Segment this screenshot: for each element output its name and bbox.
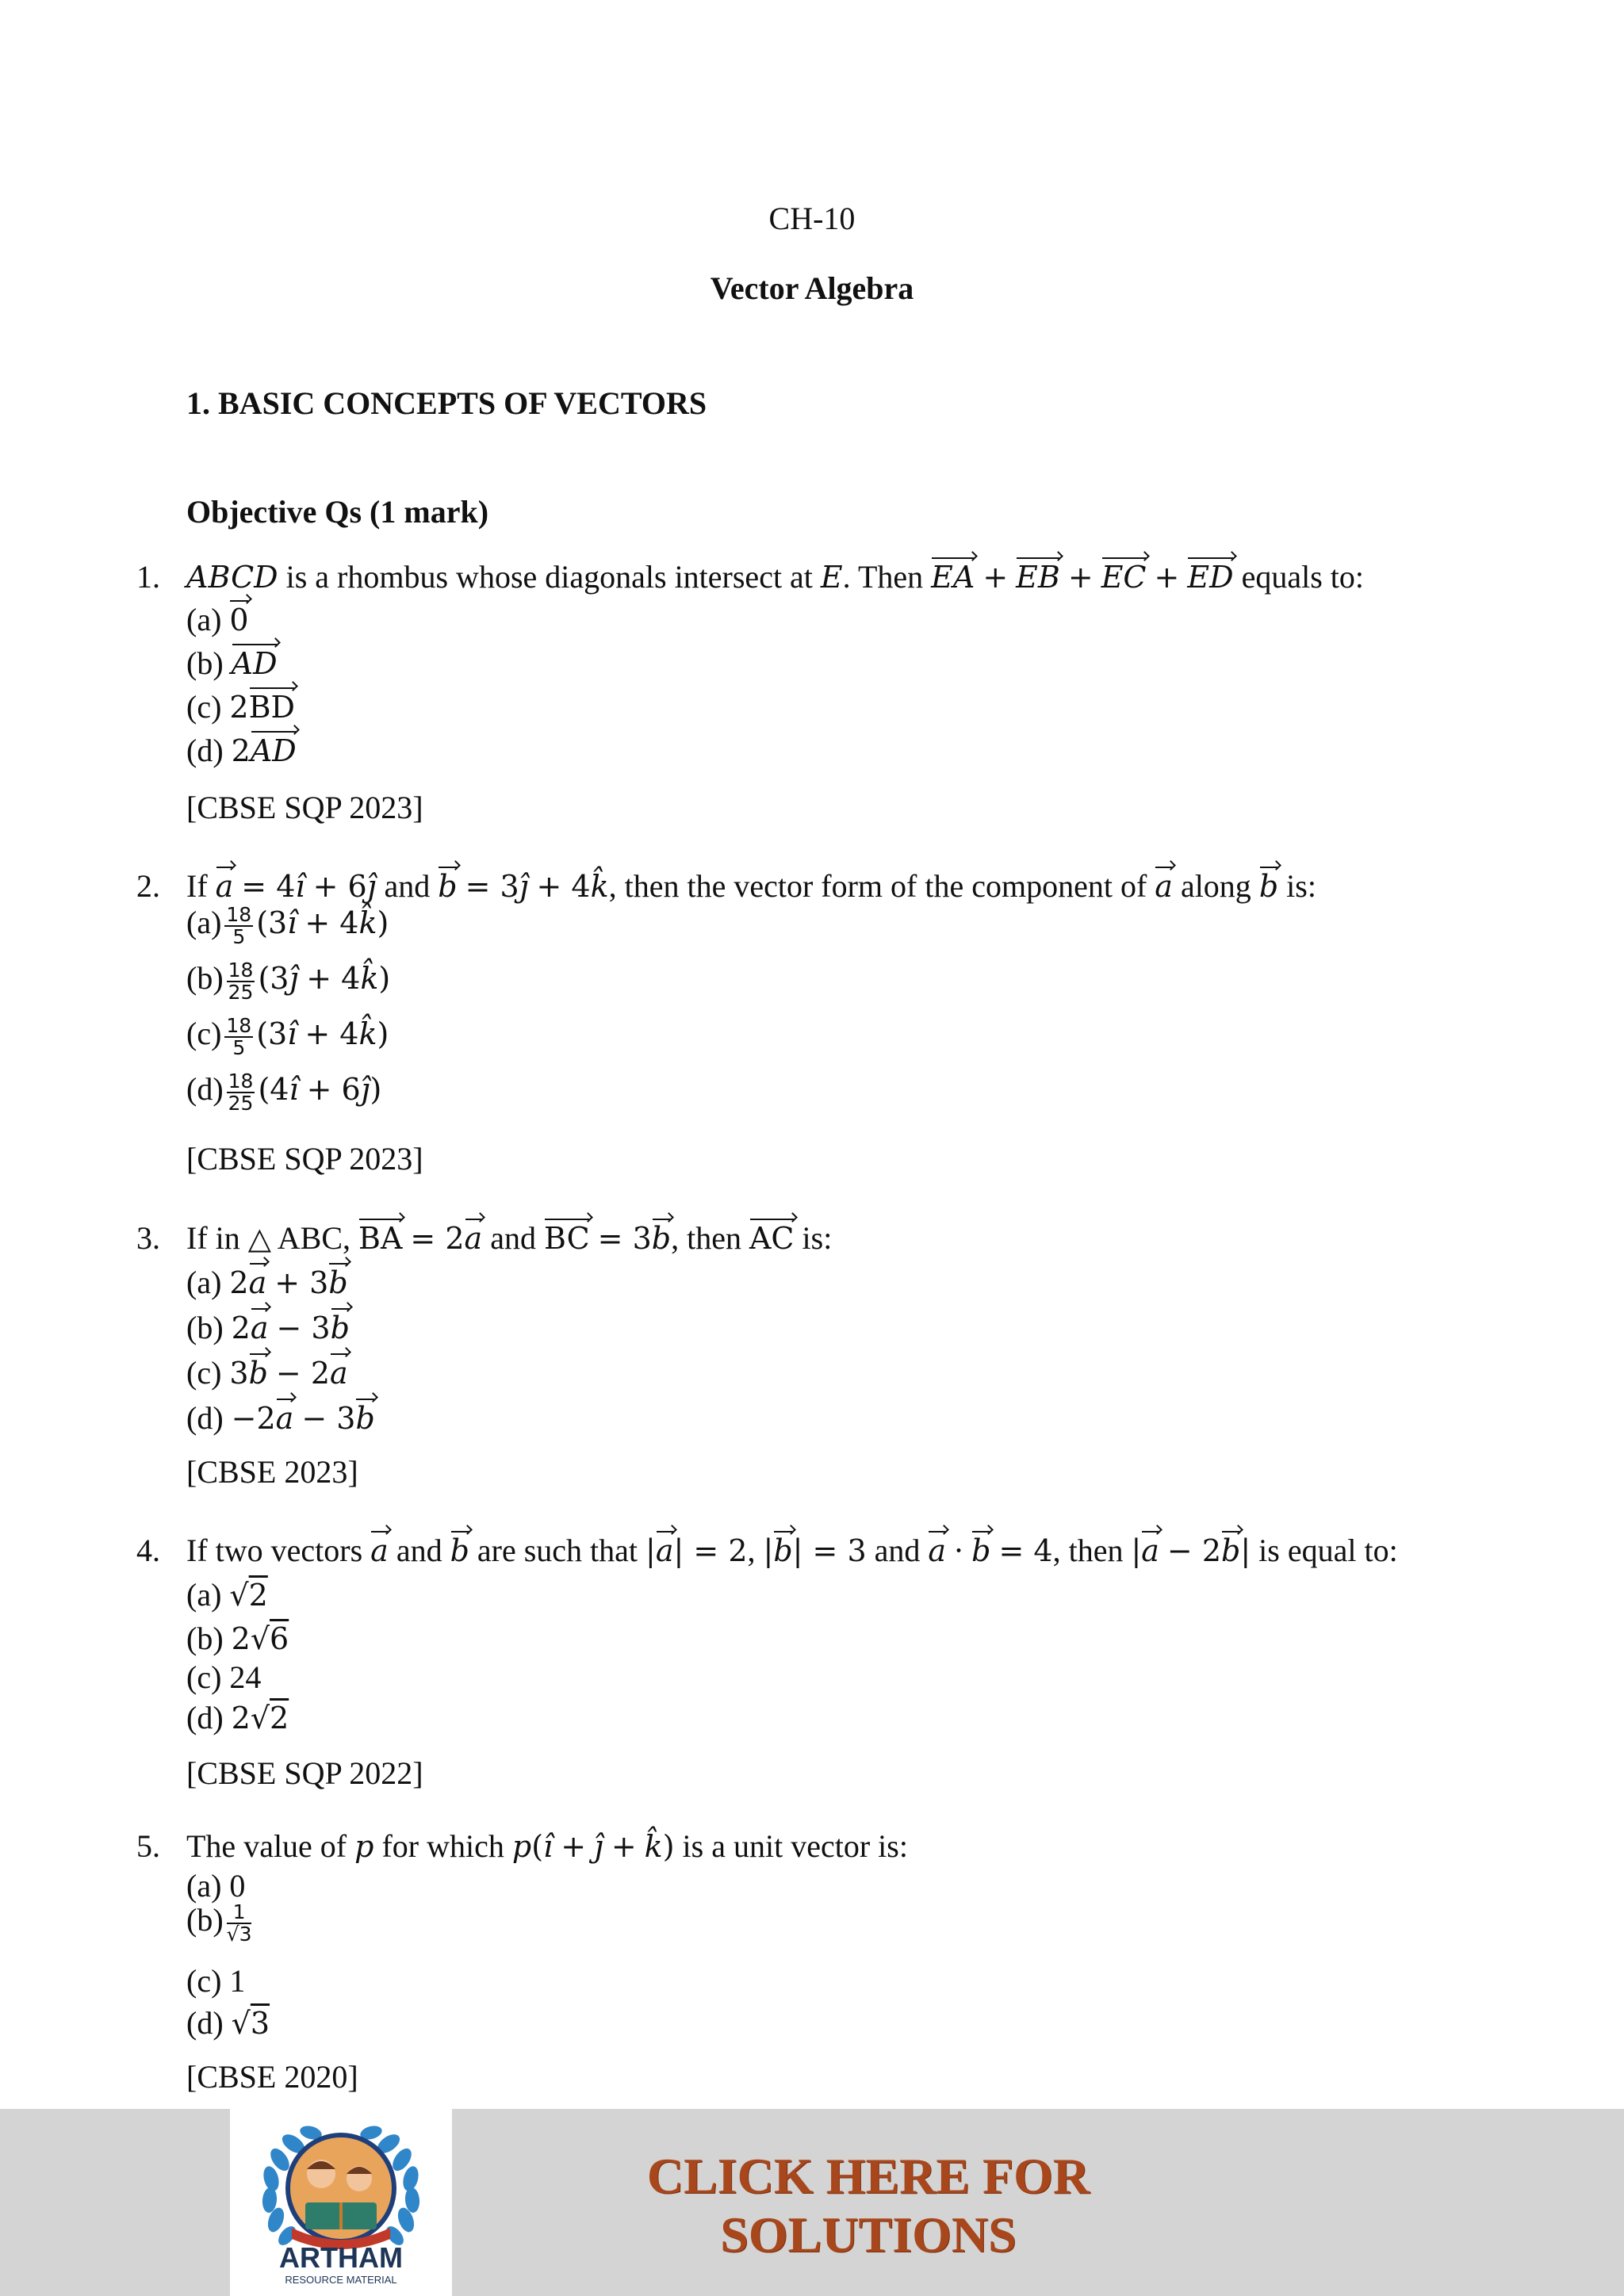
option-a: (a) √2 [186,1577,268,1613]
option-b: (b) 2√6 [186,1621,289,1656]
option-a: (a) 0 [186,602,249,637]
page-title: Vector Algebra [710,270,914,306]
artham-logo[interactable] [230,2109,452,2296]
laurel-wreath-children-reading-logo [230,2109,452,2296]
question-number: 1. [136,559,160,595]
option-a: (a) 2a + 3b [186,1265,348,1300]
option-c: (c) 24 [186,1659,262,1695]
question-number: 5. [136,1828,160,1864]
option-d: (d) $\frac{18}{25}$ (4î + 6ĵ) [186,1069,382,1115]
solutions-link[interactable]: CLICK HERE FOR SOLUTIONS [646,2148,1090,2263]
subsection-heading: Objective Qs (1 mark) [186,494,489,530]
question-source: [CBSE SQP 2022] [186,1755,423,1791]
option-c: (c) 3b − 2a [186,1355,348,1391]
question-source: [CBSE 2023] [186,1454,358,1490]
option-d: (d) √3 [186,2005,270,2041]
option-d: (d) 2√2 [186,1700,289,1735]
option-d: (d) −2a − 3b [186,1400,375,1436]
question-stem: ABCD is a rhombus whose diagonals intersect at E. Then EA + EB + EC + ED equals to: [186,559,1364,595]
logo-text: ARTHAM [279,2241,403,2274]
chapter-label: CH-10 [768,201,856,236]
option-a: (a) 0 [186,1868,246,1904]
option-b: (b) AD [186,645,278,681]
footer-banner[interactable] [0,2109,1624,2296]
question-source: [CBSE SQP 2023] [186,790,423,825]
option-c: (c) $\frac{18}{5}$ (3î + 4k̂) [186,1013,389,1059]
question-stem: The value of p for which p(î + ĵ + k̂) is a unit vector is: [186,1828,908,1864]
question-number: 4. [136,1533,160,1568]
question-stem: If a = 4î + 6ĵ and b = 3ĵ + 4k̂, then the vector form of the component of a along b is: [186,868,1316,904]
question-number: 2. [136,868,160,904]
option-b: (b) $\frac{18}{25}$ (3ĵ + 4k̂) [186,958,391,1004]
option-b: (b) $\frac{1}{√3}$ [186,1900,252,1946]
option-c: (c) 1 [186,1963,246,1999]
question-source: [CBSE 2020] [186,2059,358,2095]
logo-subtext: RESOURCE MATERIAL [285,2274,397,2286]
option-d: (d) 2AD [186,733,297,768]
option-b: (b) 2a − 3b [186,1310,350,1345]
question-stem: If two vectors a and b are such that |a| = 2, |b| = 3 and a · b = 4, then |a − 2b| is equal to: [186,1533,1398,1568]
section-heading: 1. BASIC CONCEPTS OF VECTORS [186,385,707,421]
question-stem: If in △ ABC, BA = 2a and BC = 3b, then AC is: [186,1220,833,1256]
option-a: (a) $\frac{18}{5}$ (3î + 4k̂) [186,902,389,948]
question-number: 3. [136,1220,160,1256]
option-c: (c) 2BD [186,689,295,725]
question-source: [CBSE SQP 2023] [186,1141,423,1177]
